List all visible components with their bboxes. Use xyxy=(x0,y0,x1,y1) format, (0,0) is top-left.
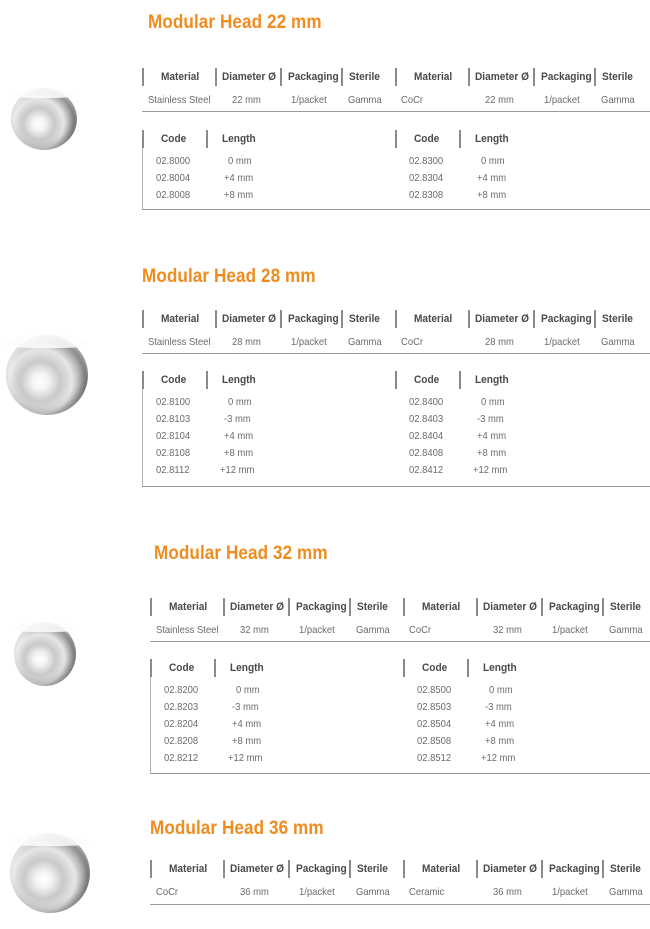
product-code: 02.8404 xyxy=(409,430,444,442)
spec-header-sterile: Sterile xyxy=(349,313,380,325)
product-code: 02.8408 xyxy=(409,447,444,459)
length-header: Length xyxy=(222,133,256,145)
spec-value-material: Stainless Steel xyxy=(156,624,219,636)
spec-header-diameter: Diameter Ø xyxy=(475,71,530,83)
column-divider xyxy=(280,68,282,86)
spec-value-material: CoCr xyxy=(156,886,179,898)
product-length: 0 mm xyxy=(228,155,252,167)
product-code: 02.8508 xyxy=(417,735,452,747)
spec-value-diameter: 32 mm xyxy=(240,624,269,636)
spec-value-material: CoCr xyxy=(401,336,424,348)
table-rule xyxy=(150,641,650,642)
section-title: Modular Head 32 mm xyxy=(154,543,328,564)
code-header: Code xyxy=(161,374,187,386)
column-divider xyxy=(395,371,397,389)
spec-header-diameter: Diameter Ø xyxy=(483,863,538,875)
spec-header-sterile: Sterile xyxy=(602,313,633,325)
spec-value-packaging: 1/packet xyxy=(552,624,588,636)
column-divider xyxy=(468,310,470,328)
spec-header-sterile: Sterile xyxy=(357,601,388,613)
spec-value-material: Stainless Steel xyxy=(148,94,211,106)
product-code: 02.8104 xyxy=(156,430,191,442)
spec-value-sterile: Gamma xyxy=(601,94,635,106)
column-divider xyxy=(541,860,543,878)
product-code: 02.8008 xyxy=(156,189,191,201)
column-divider xyxy=(288,860,290,878)
column-divider xyxy=(223,860,225,878)
product-length: +4 mm xyxy=(232,718,262,730)
product-code: 02.8412 xyxy=(409,464,444,476)
product-length: +8 mm xyxy=(485,735,515,747)
code-header: Code xyxy=(422,662,448,674)
product-length: +8 mm xyxy=(232,735,262,747)
spec-value-diameter: 22 mm xyxy=(232,94,261,106)
spec-header-packaging: Packaging xyxy=(541,71,592,83)
product-length: -3 mm xyxy=(224,413,251,425)
product-length: +8 mm xyxy=(224,447,254,459)
product-code: 02.8504 xyxy=(417,718,452,730)
product-code: 02.8103 xyxy=(156,413,191,425)
product-length: +4 mm xyxy=(477,430,507,442)
code-header: Code xyxy=(161,133,187,145)
product-length: +8 mm xyxy=(224,189,254,201)
column-divider xyxy=(602,598,604,616)
column-divider xyxy=(594,68,596,86)
code-header: Code xyxy=(414,133,440,145)
column-divider xyxy=(468,68,470,86)
spec-header-material: Material xyxy=(169,863,208,875)
product-length: +8 mm xyxy=(477,189,507,201)
column-divider xyxy=(288,598,290,616)
product-code: 02.8108 xyxy=(156,447,191,459)
column-divider xyxy=(395,68,397,86)
column-divider xyxy=(206,371,208,389)
spec-value-material: Ceramic xyxy=(409,886,445,898)
length-header: Length xyxy=(475,133,509,145)
product-code: 02.8308 xyxy=(409,189,444,201)
spec-header-packaging: Packaging xyxy=(296,601,347,613)
spec-header-packaging: Packaging xyxy=(288,71,339,83)
table-rule xyxy=(150,773,650,774)
product-code: 02.8004 xyxy=(156,172,191,184)
product-code: 02.8500 xyxy=(417,684,452,696)
spec-header-material: Material xyxy=(161,71,200,83)
product-length: +4 mm xyxy=(485,718,515,730)
spec-value-packaging: 1/packet xyxy=(552,886,588,898)
spec-header-diameter: Diameter Ø xyxy=(222,71,277,83)
section-title: Modular Head 22 mm xyxy=(148,12,322,33)
table-rule xyxy=(142,353,650,354)
table-rule xyxy=(142,209,650,210)
spec-header-sterile: Sterile xyxy=(610,601,641,613)
length-header: Length xyxy=(483,662,517,674)
column-divider xyxy=(150,598,152,616)
product-code: 02.8203 xyxy=(164,701,199,713)
column-divider xyxy=(341,310,343,328)
section-title: Modular Head 36 mm xyxy=(150,818,324,839)
table-rule xyxy=(142,111,650,112)
column-divider xyxy=(403,659,405,677)
modular-head-image xyxy=(10,833,90,913)
column-divider xyxy=(142,130,144,148)
spec-header-material: Material xyxy=(422,601,461,613)
column-divider xyxy=(476,598,478,616)
product-length: +4 mm xyxy=(477,172,507,184)
column-divider xyxy=(349,598,351,616)
spec-header-sterile: Sterile xyxy=(610,863,641,875)
product-length: -3 mm xyxy=(232,701,259,713)
product-code: 02.8300 xyxy=(409,155,444,167)
column-divider xyxy=(403,598,405,616)
column-divider xyxy=(214,659,216,677)
product-code: 02.8112 xyxy=(156,464,190,476)
spec-value-packaging: 1/packet xyxy=(544,94,580,106)
spec-value-material: CoCr xyxy=(401,94,424,106)
column-divider xyxy=(150,659,152,677)
column-divider xyxy=(206,130,208,148)
column-divider xyxy=(459,371,461,389)
section-title: Modular Head 28 mm xyxy=(142,266,316,287)
product-length: +12 mm xyxy=(228,752,263,764)
modular-head-image xyxy=(6,335,88,415)
column-divider xyxy=(467,659,469,677)
column-divider xyxy=(533,68,535,86)
product-code: 02.8000 xyxy=(156,155,191,167)
spec-value-packaging: 1/packet xyxy=(299,886,335,898)
column-divider xyxy=(533,310,535,328)
spec-header-material: Material xyxy=(414,313,453,325)
spec-value-packaging: 1/packet xyxy=(544,336,580,348)
product-length: 0 mm xyxy=(489,684,513,696)
spec-value-sterile: Gamma xyxy=(609,886,643,898)
product-length: 0 mm xyxy=(481,396,505,408)
product-length: +12 mm xyxy=(473,464,508,476)
spec-header-material: Material xyxy=(169,601,208,613)
column-divider xyxy=(142,371,144,389)
column-divider xyxy=(341,68,343,86)
length-header: Length xyxy=(222,374,256,386)
product-length: +12 mm xyxy=(481,752,516,764)
column-divider xyxy=(594,310,596,328)
product-code: 02.8200 xyxy=(164,684,199,696)
spec-header-material: Material xyxy=(414,71,453,83)
column-divider xyxy=(476,860,478,878)
column-divider xyxy=(215,68,217,86)
product-length: 0 mm xyxy=(481,155,505,167)
spec-value-packaging: 1/packet xyxy=(299,624,335,636)
spec-header-material: Material xyxy=(422,863,461,875)
product-length: +4 mm xyxy=(224,430,254,442)
spec-value-material: CoCr xyxy=(409,624,432,636)
product-length: -3 mm xyxy=(477,413,504,425)
column-divider xyxy=(395,130,397,148)
spec-value-sterile: Gamma xyxy=(356,886,390,898)
column-divider xyxy=(403,860,405,878)
spec-value-sterile: Gamma xyxy=(348,336,382,348)
modular-head-image xyxy=(14,622,76,686)
column-divider xyxy=(541,598,543,616)
product-code: 02.8403 xyxy=(409,413,444,425)
column-divider xyxy=(223,598,225,616)
length-header: Length xyxy=(475,374,509,386)
spec-header-sterile: Sterile xyxy=(357,863,388,875)
column-divider xyxy=(459,130,461,148)
spec-header-packaging: Packaging xyxy=(288,313,339,325)
spec-value-sterile: Gamma xyxy=(356,624,390,636)
column-divider xyxy=(142,310,144,328)
code-header: Code xyxy=(414,374,440,386)
spec-value-diameter: 28 mm xyxy=(232,336,261,348)
spec-value-sterile: Gamma xyxy=(601,336,635,348)
spec-header-diameter: Diameter Ø xyxy=(222,313,277,325)
product-length: -3 mm xyxy=(485,701,512,713)
spec-value-diameter: 36 mm xyxy=(240,886,269,898)
column-divider xyxy=(280,310,282,328)
spec-header-sterile: Sterile xyxy=(602,71,633,83)
product-code: 02.8503 xyxy=(417,701,452,713)
spec-header-diameter: Diameter Ø xyxy=(483,601,538,613)
product-length: 0 mm xyxy=(228,396,252,408)
spec-value-diameter: 32 mm xyxy=(493,624,522,636)
spec-header-diameter: Diameter Ø xyxy=(230,863,285,875)
modular-head-image xyxy=(11,88,77,150)
product-code: 02.8512 xyxy=(417,752,452,764)
product-code: 02.8100 xyxy=(156,396,191,408)
column-divider xyxy=(349,860,351,878)
spec-header-packaging: Packaging xyxy=(549,863,600,875)
product-code: 02.8208 xyxy=(164,735,199,747)
spec-value-packaging: 1/packet xyxy=(291,336,327,348)
spec-header-packaging: Packaging xyxy=(549,601,600,613)
product-code: 02.8304 xyxy=(409,172,444,184)
table-rule xyxy=(142,486,650,487)
spec-value-sterile: Gamma xyxy=(609,624,643,636)
spec-value-material: Stainless Steel xyxy=(148,336,211,348)
product-code: 02.8204 xyxy=(164,718,199,730)
spec-value-sterile: Gamma xyxy=(348,94,382,106)
product-code: 02.8400 xyxy=(409,396,444,408)
column-divider xyxy=(395,310,397,328)
spec-value-diameter: 22 mm xyxy=(485,94,514,106)
spec-value-packaging: 1/packet xyxy=(291,94,327,106)
product-length: 0 mm xyxy=(236,684,260,696)
spec-header-material: Material xyxy=(161,313,200,325)
spec-header-diameter: Diameter Ø xyxy=(475,313,530,325)
spec-header-packaging: Packaging xyxy=(296,863,347,875)
column-divider xyxy=(602,860,604,878)
spec-value-diameter: 36 mm xyxy=(493,886,522,898)
spec-header-diameter: Diameter Ø xyxy=(230,601,285,613)
spec-value-diameter: 28 mm xyxy=(485,336,514,348)
product-length: +4 mm xyxy=(224,172,254,184)
column-divider xyxy=(142,68,144,86)
column-divider xyxy=(150,860,152,878)
product-length: +12 mm xyxy=(220,464,255,476)
column-divider xyxy=(215,310,217,328)
code-header: Code xyxy=(169,662,195,674)
product-length: +8 mm xyxy=(477,447,507,459)
spec-header-sterile: Sterile xyxy=(349,71,380,83)
product-code: 02.8212 xyxy=(164,752,199,764)
length-header: Length xyxy=(230,662,264,674)
table-rule xyxy=(150,904,650,905)
spec-header-packaging: Packaging xyxy=(541,313,592,325)
